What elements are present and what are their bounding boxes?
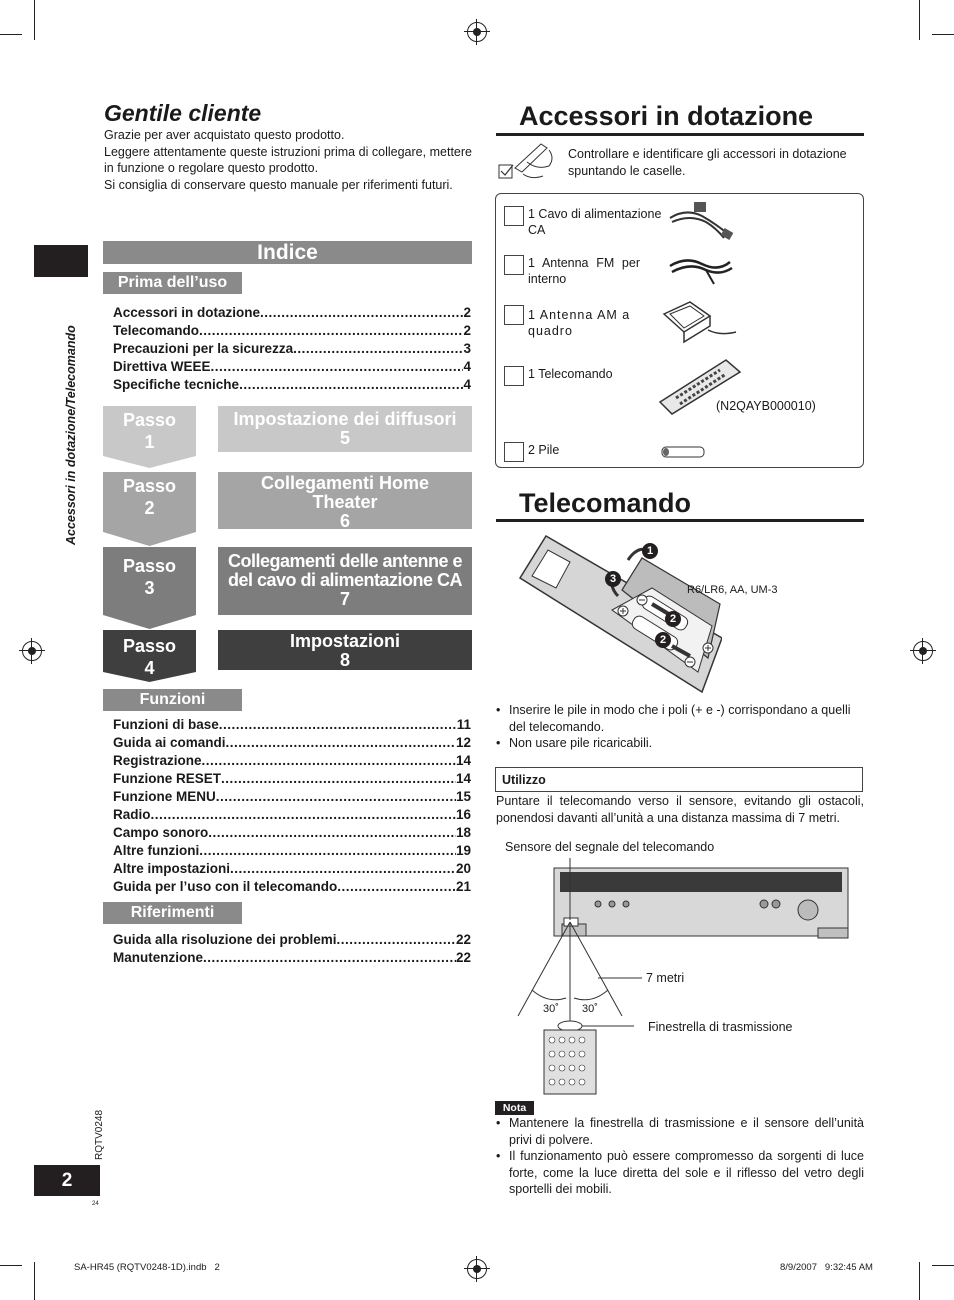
accessory-label: 1 Antenna AM a quadro: [528, 308, 631, 338]
toc-page: 19: [455, 843, 471, 858]
step-1-marker: [103, 406, 196, 468]
step-marker-label: 2: [669, 613, 677, 625]
step-1-title: Impostazione dei diffusori: [233, 409, 457, 429]
toc-entry[interactable]: [113, 752, 471, 770]
toc-entry[interactable]: [113, 358, 471, 376]
toc-page: 11: [456, 717, 471, 732]
intro-line: Leggere attentamente queste istruzioni prima di collegare, mettere in funzione o regolare questo prodotto.: [104, 144, 472, 175]
step-2-marker: [103, 472, 196, 546]
step-1-number: 1: [144, 432, 155, 452]
step-2-number: 2: [144, 498, 155, 518]
toc-label: Radio: [113, 807, 151, 822]
distance-label: 7 metri: [646, 971, 685, 985]
toc-entry[interactable]: [113, 931, 471, 949]
step-3-box[interactable]: [218, 547, 472, 615]
step-marker: [655, 632, 671, 648]
step-marker: [605, 571, 621, 587]
toc-entry[interactable]: [113, 860, 471, 878]
step-2-page: 6: [339, 511, 350, 531]
toc-entry[interactable]: [113, 949, 471, 967]
bullet-item: • Non usare pile ricaricabili.: [496, 735, 864, 752]
toc-entry[interactable]: [113, 322, 471, 340]
crop-mark: [0, 1265, 22, 1266]
step-4-number: 4: [144, 658, 155, 678]
section-label-prima: Prima dell’uso: [103, 272, 242, 294]
accessory-label: 1 Cavo di alimentazione CA: [528, 207, 662, 237]
toc-label: Registrazione: [113, 753, 202, 768]
toc-page: 3: [463, 341, 471, 356]
toc-page: 22: [455, 932, 471, 947]
toc-label: Guida alla risoluzione dei problemi: [113, 932, 337, 947]
step-marker-label: 3: [609, 573, 617, 585]
print-timestamp: 8/9/2007 9:32:45 AM: [780, 1262, 873, 1273]
ac-cord-icon: [666, 200, 736, 242]
toc-page: 14: [455, 771, 471, 786]
bullet-item: • Inserire le pile in modo che i poli (+ e -) corrispondano a quelli del telecomando.: [496, 702, 864, 735]
step-3-marker: [103, 547, 196, 629]
toc-label: Funzione MENU: [113, 789, 216, 804]
toc-entry[interactable]: [113, 716, 471, 734]
battery-icon: [660, 445, 706, 459]
toc-label: Accessori in dotazione: [113, 305, 261, 320]
step-4-marker: [103, 630, 196, 682]
toc-page: 15: [455, 789, 471, 804]
toc-funzioni: [113, 716, 471, 896]
window-label: Finestrella di trasmissione: [648, 1020, 793, 1034]
toc-entry[interactable]: [113, 878, 471, 896]
model-code: RQTV0248: [94, 1109, 105, 1160]
crop-mark: [34, 1262, 35, 1300]
toc-page: 22: [455, 950, 471, 965]
fm-antenna-icon: [666, 252, 736, 288]
accessori-title: Accessori in dotazione: [519, 101, 814, 131]
toc-riferimenti: [113, 931, 471, 967]
step-2-title: Collegamenti Home Theater: [260, 473, 430, 512]
crop-mark: [932, 34, 954, 35]
accessory-label: 2 Pile: [528, 443, 560, 457]
toc-label: Manutenzione: [113, 950, 203, 965]
toc-page: 18: [455, 825, 471, 840]
telecomando-rule: [496, 519, 864, 522]
utilizzo-heading: Utilizzo: [495, 767, 863, 792]
toc-label: Precauzioni per la sicurezza: [113, 341, 294, 356]
accessory-checkbox[interactable]: [504, 255, 524, 275]
step-1-page: 5: [339, 428, 350, 448]
toc-label: Funzione RESET: [113, 771, 221, 786]
toc-entry[interactable]: [113, 340, 471, 358]
toc-page: 4: [463, 377, 471, 392]
toc-entry[interactable]: [113, 770, 471, 788]
page-number: 2: [34, 1165, 100, 1196]
step-4-page: 8: [339, 650, 350, 670]
file-name: SA-HR45 (RQTV0248-1D).indb 2: [74, 1262, 220, 1273]
crop-mark: [919, 1262, 920, 1300]
section-label-funzioni: Funzioni: [103, 689, 242, 711]
toc-entry[interactable]: [113, 824, 471, 842]
toc-label: Specifiche tecniche: [113, 377, 240, 392]
nota-item: • Mantenere la finestrella di trasmissione e il sensore dell’unità privi di polvere.: [496, 1115, 864, 1148]
step-marker-label: 2: [659, 634, 667, 646]
nota-item: • Il funzionamento può essere compromesso da sorgenti di luce forte, come la luce diretta del sole e il riflesso del vetro degli sportelli dei mobili.: [496, 1148, 864, 1198]
step-3-title: Collegamenti delle antenne e del cavo di alimentazione CA: [227, 551, 463, 590]
toc-entry[interactable]: [113, 734, 471, 752]
pencil-check-icon: [497, 140, 557, 182]
toc-entry[interactable]: [113, 842, 471, 860]
toc-entry[interactable]: [113, 788, 471, 806]
toc-entry[interactable]: [113, 376, 471, 394]
registration-mark: [467, 1259, 487, 1279]
accessori-instruction: Controllare e identificare gli accessori in dotazione spuntando le caselle.: [568, 147, 847, 178]
registration-mark: [467, 22, 487, 42]
remote-code: (N2QAYB000010): [716, 399, 816, 413]
registration-mark: [913, 641, 933, 661]
step-marker: [642, 543, 658, 559]
telecomando-bullets: [496, 702, 864, 752]
toc-label: Altre impostazioni: [113, 861, 231, 876]
toc-label: Funzioni di base: [113, 717, 219, 732]
toc-page: 2: [463, 323, 471, 338]
battery-type-label: R6/LR6, AA, UM-3: [687, 584, 778, 596]
step-2-label: Passo: [122, 476, 177, 496]
step-1-label: Passo: [122, 410, 177, 430]
accessory-checkbox[interactable]: [504, 442, 524, 462]
crop-mark: [0, 34, 22, 35]
toc-label: Telecomando: [113, 323, 200, 338]
index-title: Indice: [103, 241, 472, 264]
sub-page-number: 24: [92, 1201, 99, 1207]
toc-page: 20: [455, 861, 471, 876]
toc-label: Altre funzioni: [113, 843, 200, 858]
side-tab-marker: [34, 245, 88, 277]
intro-text: [104, 127, 472, 193]
telecomando-title: Telecomando: [519, 488, 692, 518]
step-2-box[interactable]: [218, 472, 472, 529]
toc-label: Guida per l’uso con il telecomando: [113, 879, 338, 894]
toc-page: 16: [455, 807, 471, 822]
accessori-rule: [496, 133, 864, 136]
accessory-checkbox[interactable]: [504, 366, 524, 386]
accessori-box: [495, 193, 864, 468]
remote-control-icon: [656, 356, 742, 418]
step-marker: [665, 611, 681, 627]
accessory-checkbox[interactable]: [504, 305, 524, 325]
utilizzo-text: Puntare il telecomando verso il sensore, evitando gli ostacoli, ponendosi davanti all’unità a una distanza massima di 7 metri.: [496, 794, 864, 825]
toc-label: Guida ai comandi: [113, 735, 226, 750]
angle-left-label: 30˚: [543, 1003, 559, 1015]
toc-page: 14: [455, 753, 471, 768]
toc-label: Direttiva WEEE: [113, 359, 211, 374]
accessory-checkbox[interactable]: [504, 206, 524, 226]
crop-mark: [932, 1265, 954, 1266]
toc-page: 21: [455, 879, 471, 894]
angle-right-label: 30˚: [582, 1003, 598, 1015]
toc-page: 12: [455, 735, 471, 750]
step-4-label: Passo: [122, 636, 177, 656]
battery-insertion-illustration: [512, 530, 722, 695]
accessory-label: 1 Antenna FM per interno: [528, 256, 640, 286]
toc-entry[interactable]: [113, 304, 471, 322]
intro-title: Gentile cliente: [104, 100, 262, 126]
step-4-box[interactable]: [218, 630, 472, 670]
step-marker-label: 1: [646, 545, 654, 557]
step-3-number: 3: [144, 578, 155, 598]
crop-mark: [34, 0, 35, 40]
intro-line: Grazie per aver acquistato questo prodotto.: [104, 128, 345, 142]
toc-prima: [113, 304, 471, 394]
toc-entry[interactable]: [113, 806, 471, 824]
side-section-label: Accessori in dotazione/Telecomando: [64, 325, 78, 545]
step-4-title: Impostazioni: [289, 631, 400, 651]
step-3-label: Passo: [122, 556, 177, 576]
sensor-label: Sensore del segnale del telecomando: [505, 840, 715, 854]
accessory-label: 1 Telecomando: [528, 367, 613, 381]
section-label-riferimenti: Riferimenti: [103, 902, 242, 924]
intro-line: Si consiglia di conservare questo manuale per riferimenti futuri.: [104, 177, 453, 192]
step-1-box[interactable]: [218, 406, 472, 452]
crop-mark: [919, 0, 920, 40]
step-3-page: 7: [339, 589, 350, 609]
am-loop-antenna-icon: [660, 296, 740, 348]
nota-label: Nota: [495, 1101, 534, 1115]
toc-page: 2: [463, 305, 471, 320]
registration-mark: [22, 641, 42, 661]
toc-page: 4: [463, 359, 471, 374]
nota-text: [496, 1115, 864, 1198]
toc-label: Campo sonoro: [113, 825, 209, 840]
